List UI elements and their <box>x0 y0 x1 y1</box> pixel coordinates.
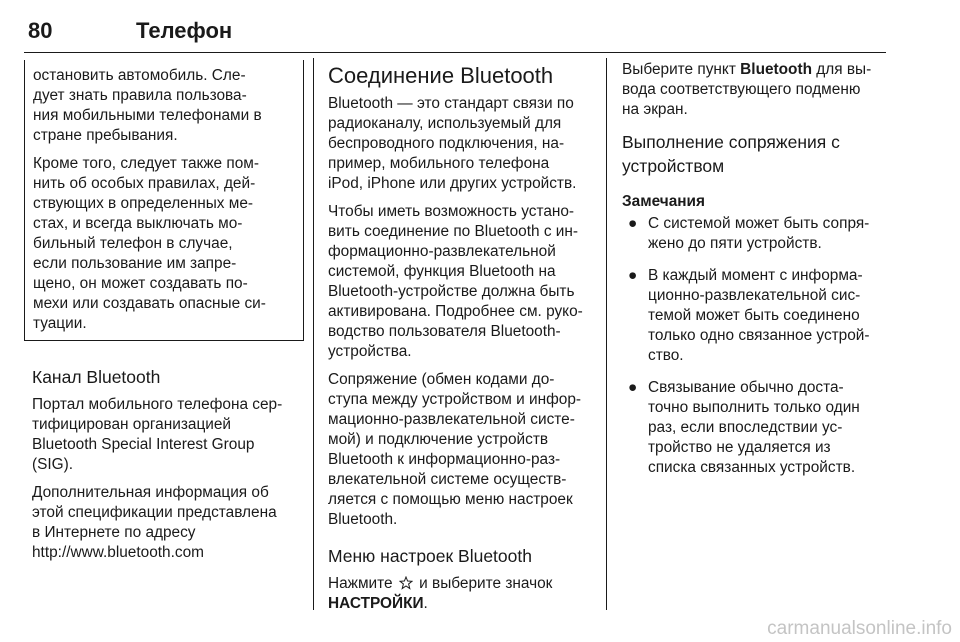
column-3 <box>622 60 890 490</box>
remarks-list <box>622 214 890 478</box>
bullet-dot: ● <box>628 379 638 396</box>
column-2 <box>328 62 600 622</box>
column-divider-1 <box>313 58 314 610</box>
watermark: carmanualsonline.info <box>767 618 952 639</box>
list-item-text: С системой может быть сопря- жено до пяти устройств. <box>648 215 870 252</box>
paragraph: Сопряжение (обмен кодами до- ступа между устройством и инфор- мационно-развлекательной систе- мой) и подключение устройств Bluetooth к информационно-раз- влекательной системе осуществ- ляется с помощью меню настроек Bluetooth. <box>328 371 582 528</box>
paragraph: Дополнительная информация об этой спецификации представлена в Интернете по адресу http://www.bluetooth.com <box>32 484 277 561</box>
section-heading-pairing: Выполнение сопряжения с устройством <box>622 132 840 176</box>
bluetooth-menu-item: Bluetooth <box>740 61 812 78</box>
list-item-text: Связывание обычно доста- точно выполнить только один раз, если впоследствии ус- тройство не удаляется из списка связанных устройств. <box>648 379 860 476</box>
select-paragraph <box>622 60 890 120</box>
remarks-label: Замечания <box>622 193 705 210</box>
note-paragraph: Кроме того, следует также пом- нить об особых правилах, дей- ствующих в определенных ме- стах, и всегда выключать мо- бильный телефон в случае, если пользование им запре- щено, он может создавать по- мехи или создавать опасные си- туации. <box>33 155 266 332</box>
home-star-icon <box>399 576 413 590</box>
note-paragraph: остановить автомобиль. Сле- дует знать правила пользова- ния мобильными телефонами в стране пребывания. <box>33 67 262 144</box>
instruction-text: Нажмите <box>328 575 393 592</box>
paragraph: Чтобы иметь возможность устано- вить соединение по Bluetooth с ин- формационно-развлекательной системой, функция Bluetooth на Bluetooth-устройстве должна быть активирована. Подробнее см. руко- водство пользователя Bluetooth- устройства. <box>328 203 583 360</box>
section-heading-bluetooth-connection: Соединение Bluetooth <box>328 63 554 88</box>
select-text-after: для вы- вода соответствующего подменю на экран. <box>622 61 872 118</box>
column-divider-2 <box>606 58 607 610</box>
select-text: Выберите пункт <box>622 61 741 78</box>
section-heading-bluetooth-channel: Канал Bluetooth <box>32 367 161 387</box>
subheading-bluetooth-settings-menu: Меню настроек Bluetooth <box>328 546 532 566</box>
list-item <box>622 214 890 254</box>
list-item <box>622 378 890 478</box>
bullet-dot: ● <box>628 215 638 232</box>
page-number: 80 <box>28 18 53 43</box>
instruction-text-after: и выберите значок <box>414 575 553 592</box>
column-1 <box>32 60 302 571</box>
warning-note-box <box>24 60 304 341</box>
settings-label: НАСТРОЙКИ <box>328 595 424 612</box>
paragraph: Портал мобильного телефона сер- тифицирован организацией Bluetooth Special Interest Group (SIG). <box>32 396 283 473</box>
list-item <box>622 266 890 366</box>
punctuation: . <box>423 595 428 612</box>
instruction-paragraph <box>328 574 600 614</box>
page-header <box>24 10 886 53</box>
list-item-text: В каждый момент с информа- ционно-развлекательной сис- темой может быть соединено только одно связанное устрой- ство. <box>648 267 870 364</box>
page-title: Телефон <box>136 18 233 43</box>
bullet-dot: ● <box>628 267 638 284</box>
paragraph: Bluetooth — это стандарт связи по радиоканалу, используемый для беспроводного подключения, на- пример, мобильного телефона iPod, iPhone или других устройств. <box>328 95 577 192</box>
